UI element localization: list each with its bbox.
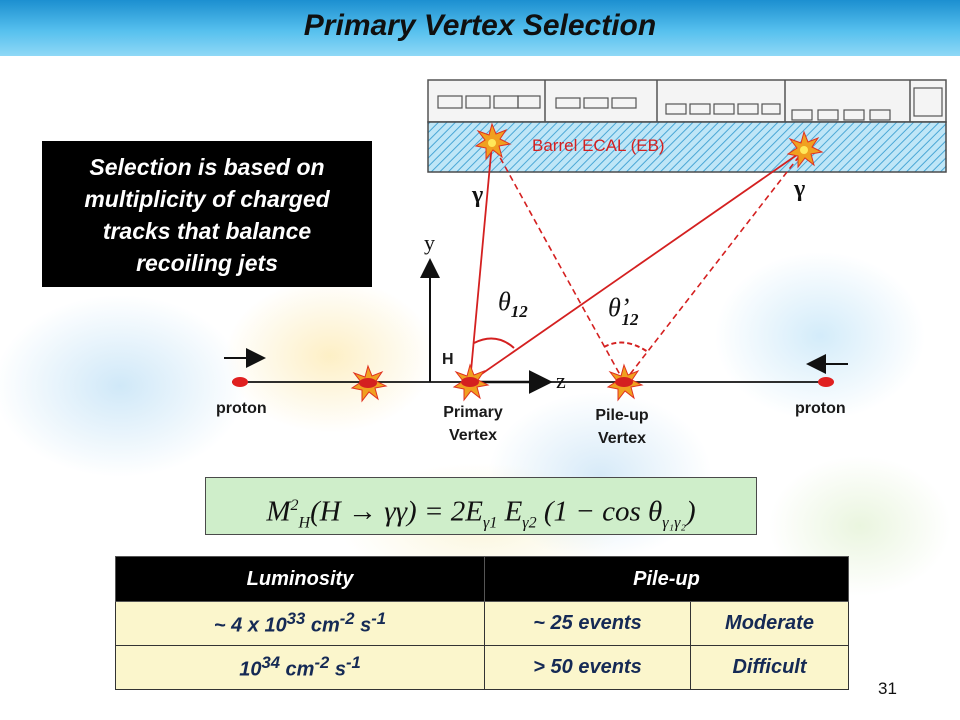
proton-left-label: proton (216, 400, 267, 417)
formula-sub-gamma2: γ2 (522, 514, 537, 532)
tracker-module-row (428, 80, 946, 122)
cell-luminosity: ~ 4 x $10^{33}$ $cm^{-2}$ $s^{-1}$ (116, 602, 485, 646)
theta12prime-label: θ’12 (608, 293, 639, 329)
formula-sup: 2 (290, 497, 299, 514)
formula-M: M (266, 495, 291, 528)
callout-line: recoiling jets (136, 250, 278, 276)
primary-photon-1 (470, 143, 492, 382)
callout-line: tracks that balance (102, 218, 312, 244)
gamma-right-label: γ (794, 176, 806, 202)
table-row (116, 602, 849, 646)
pileup-table (115, 556, 849, 690)
formula-tail: (1 − cos θ (543, 495, 663, 528)
cell-pileup-events: ~ 25 events (485, 602, 691, 646)
formula-process: (H → γγ) = 2E (310, 495, 483, 528)
gamma-left-label: γ (472, 182, 484, 208)
primary-photon-2 (470, 150, 804, 382)
page-number: 31 (878, 679, 897, 698)
z-axis-label: z (556, 368, 566, 393)
header-pileup: Pile-up (485, 557, 849, 602)
callout-line: multiplicity of charged (84, 186, 330, 212)
primary-vertex-label-line2: Vertex (448, 427, 498, 444)
extra-pileup-vertex (352, 366, 386, 401)
theta12prime-arc (604, 343, 648, 352)
theta12-label: $\theta_{12}$ (498, 287, 528, 321)
barrel-ecal (428, 122, 946, 172)
header-luminosity: Luminosity (116, 557, 485, 602)
higgs-label: H (442, 351, 454, 368)
proton-left-marker (232, 377, 248, 387)
cell-luminosity: $10^{34}$ $cm^{-2}$ $s^{-1}$ (116, 646, 485, 690)
proton-right-label: proton (795, 400, 846, 417)
ecal-label: Barrel ECAL (EB) (532, 136, 665, 155)
pileup-photon-2 (624, 150, 804, 382)
formula-E2: E (504, 495, 523, 528)
formula-sub-H: H (298, 514, 311, 532)
slide-title: Primary Vertex Selection (303, 9, 657, 42)
pileup-vertex-label-line1: Pile-up (595, 407, 649, 424)
theta12-arc (474, 339, 514, 348)
detector-schematic (428, 80, 946, 172)
cell-pileup-events: > 50 events (485, 646, 691, 690)
primary-vertex-label-line1: Primary (443, 404, 503, 421)
proton-right-marker (818, 377, 834, 387)
formula-close: ) (685, 495, 696, 528)
cell-pileup-level: Moderate (691, 602, 849, 646)
cell-pileup-level: Difficult (691, 646, 849, 690)
pileup-vertex-label-line2: Vertex (597, 430, 647, 447)
table-header-row (116, 557, 849, 602)
formula-sub-gamma1: γ1 (483, 514, 498, 532)
higgs-mass-formula (205, 477, 757, 535)
callout-line: Selection is based on (89, 154, 325, 180)
table-row (116, 646, 849, 690)
formula-sub-angle: γ₁γ₂ (662, 514, 686, 532)
y-axis-label: y (424, 230, 435, 255)
